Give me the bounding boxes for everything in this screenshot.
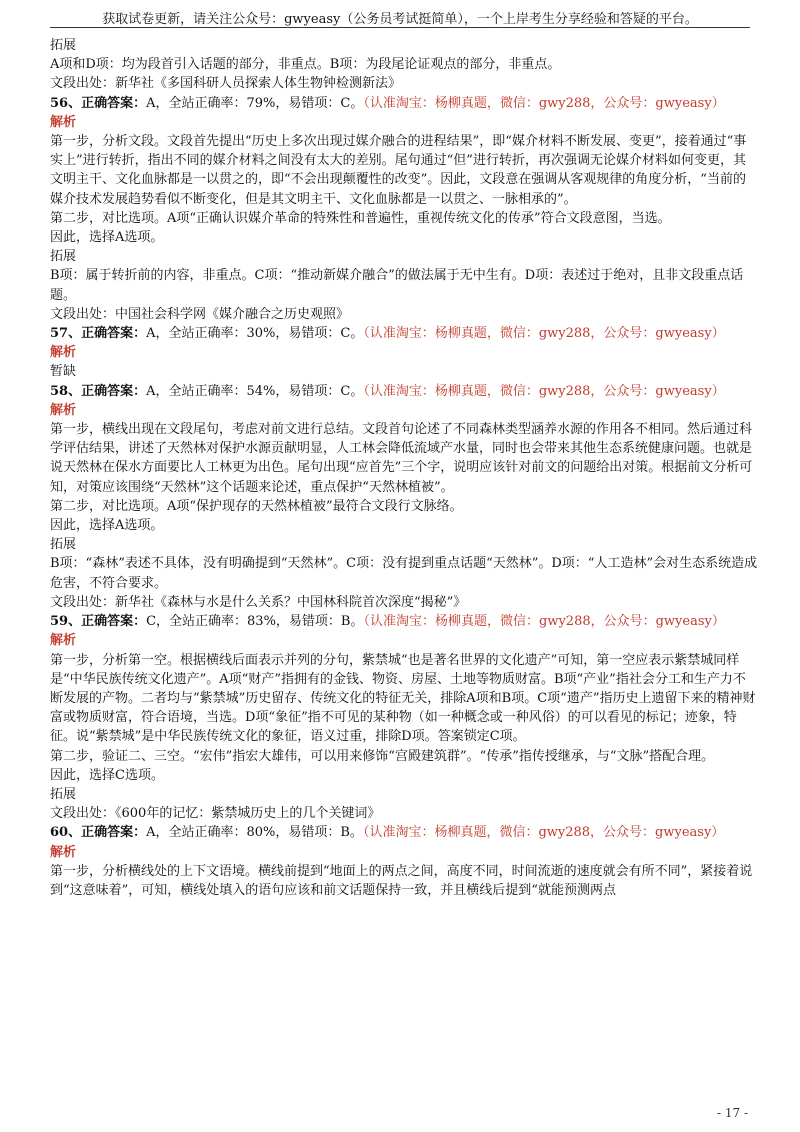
paragraph-line: B项：“森林”表述不具体，没有明确提到“天然林”。C项：没有提到重点话题“天然林”。D项：“人工造林”会对生态系统造成危害，不符合要求。 xyxy=(50,556,758,591)
analysis-label: 解析 xyxy=(50,402,77,418)
answer-number: 59、正确答案： xyxy=(50,614,147,630)
promo-note: （认准淘宝：杨柳真题，微信：gwy288，公众号：gwyeasy） xyxy=(363,614,725,630)
paragraph-line: 第二步，对比选项。A项“保护现存的天然林植被”最符合文段行文脉络。 xyxy=(50,498,463,514)
answer-stats: C，全站正确率：83%，易错项：B。 xyxy=(146,614,364,630)
answer-stats: A，全站正确率：79%，易错项：C。 xyxy=(146,95,364,111)
answer-heading xyxy=(50,382,758,401)
answer-heading xyxy=(50,94,758,113)
answer-stats: A，全站正确率：80%，易错项：B。 xyxy=(146,825,363,841)
answer-number: 58、正确答案： xyxy=(50,383,147,399)
paragraph-line: 文段出处：中国社会科学网《媒介融合之历史观照》 xyxy=(50,306,350,322)
answer-stats: A，全站正确率：54%，易错项：C。 xyxy=(146,383,364,399)
answer-number: 56、正确答案： xyxy=(50,95,147,111)
page-header: 获取试卷更新，请关注公众号：gwyeasy（公务员考试挺简单），一个上岸考生分享经验和答疑的平台。 xyxy=(102,12,698,27)
paragraph-line: 第一步，分析文段。文段首先提出“历史上多次出现过媒介融合的进程结果”，即“媒介材料不断发展、变更”，接着通过“事实上”进行转折，指出不同的媒介材料之间没有太大的差别。尾句通过“但”进行转折，再次强调无论媒介材料如何变更，其文明主干、文化血脉都是一以贯之的，即“不会出现颠覆性的改变”。因此，文段意在强调从客观规律的角度分析，“当前的媒介技术发展趋势看似不断变化，但是其文明主干、文化血脉都是一以贯之、一脉相承的”。 xyxy=(50,134,747,207)
promo-note: （认准淘宝：杨柳真题，微信：gwy288，公众号：gwyeasy） xyxy=(363,95,725,111)
answer-heading xyxy=(50,823,758,842)
promo-note: （认准淘宝：杨柳真题，微信：gwy288，公众号：gwyeasy） xyxy=(363,326,725,342)
paragraph-line: 暂缺 xyxy=(50,364,77,380)
paragraph-line: 第二步，对比选项。A项“正确认识媒介革命的特殊性和普遍性，重视传统文化的传承”符合文段意图，当选。 xyxy=(50,210,671,226)
paragraph-line: 第一步，分析第一空。根据横线后面表示并列的分句，紫禁城“也是著名世界的文化遗产”可知，第一空应表示紫禁城同样是“中华民族传统文化遗产”。A项“财产”指拥有的金钱、物资、房屋、土地等物质财富。B项“产业”指社会分工和生产力不断发展的产物。二者均与“紫禁城”历史留存、传统文化的特征无关，排除A项和B项。C项“遗产”指历史上遗留下来的精神财富或物质财富，符合语境，当选。D项“象征”指不可见的某种物（如一种概念或一种风俗）的可以看见的标记；迹象，特征。说“紫禁城”是中华民族传统文化的象征，语义过重，排除D项。答案锁定C项。 xyxy=(50,652,756,745)
analysis-label: 解析 xyxy=(50,633,77,649)
answer-number: 57、正确答案： xyxy=(50,326,147,342)
paragraph-line: A项和D项：均为段首引入话题的部分，非重点。B项：为段尾论证观点的部分，非重点。 xyxy=(50,57,561,73)
document-body xyxy=(50,36,758,900)
page-number: - 17 - xyxy=(716,1106,748,1120)
answer-heading xyxy=(50,612,758,631)
answer-stats: A，全站正确率：30%，易错项：C。 xyxy=(146,326,364,342)
analysis-label: 解析 xyxy=(50,844,77,860)
header-divider xyxy=(50,27,750,28)
paragraph-line: 文段出处：新华社《森林与水是什么关系？中国林科院首次深度“揭秘”》 xyxy=(50,594,467,610)
analysis-label: 解析 xyxy=(50,114,77,130)
promo-note: （认准淘宝：杨柳真题，微信：gwy288，公众号：gwyeasy） xyxy=(362,825,725,841)
answer-number: 60、正确答案： xyxy=(50,825,147,841)
paragraph-line: 拓展 xyxy=(50,38,77,53)
paragraph-line: 文段出处：新华社《多国科研人员探索人体生物钟检测新法》 xyxy=(50,76,402,92)
paragraph-line: 文段出处：《600年的记忆：紫禁城历史上的几个关键词》 xyxy=(50,806,381,822)
paragraph-line: 拓展 xyxy=(50,786,77,802)
paragraph-line: B项：属于转折前的内容，非重点。C项：“推动新媒介融合”的做法属于无中生有。D项：表述过于绝对，且非文段重点话题。 xyxy=(50,268,744,303)
paragraph-line: 拓展 xyxy=(50,249,77,265)
paragraph-line: 因此，选择A选项。 xyxy=(50,230,164,246)
paragraph-line: 因此，选择C选项。 xyxy=(50,767,164,783)
paragraph-line: 因此，选择A选项。 xyxy=(50,518,164,534)
paragraph-line: 第二步，验证二、三空。“宏伟”指宏大雄伟，可以用来修饰“宫殿建筑群”。“传承”指传授继承，与“文脉”搭配合理。 xyxy=(50,748,715,764)
paragraph-line: 第一步，横线出现在文段尾句，考虑对前文进行总结。文段首句论述了不同森林类型涵养水源的作用各不相同。然后通过科学评估结果，讲述了天然林对保护水源贡献明显，人工林会降低流域产水量，同时也会带来其他生态系统健康问题。也就是说天然林在保水方面要比人工林更为出色。尾句出现“应首先”三个字，说明应该针对前文的问题给出对策。根据前文分析可知，对策应该围绕“天然林”这个话题来论述，重点保护“天然林植被”。 xyxy=(50,422,753,495)
promo-note: （认准淘宝：杨柳真题，微信：gwy288，公众号：gwyeasy） xyxy=(363,383,725,399)
paragraph-line: 拓展 xyxy=(50,537,77,553)
paragraph-line: 第一步，分析横线处的上下文语境。横线前提到“地面上的两点之间，高度不同，时间流逝的速度就会有所不同”，紧接着说到“这意味着”，可知，横线处填入的语句应该和前文话题保持一致，并且横线后提到“就能预测两点 xyxy=(50,863,753,898)
answer-heading xyxy=(50,324,758,343)
analysis-label: 解析 xyxy=(50,345,77,361)
